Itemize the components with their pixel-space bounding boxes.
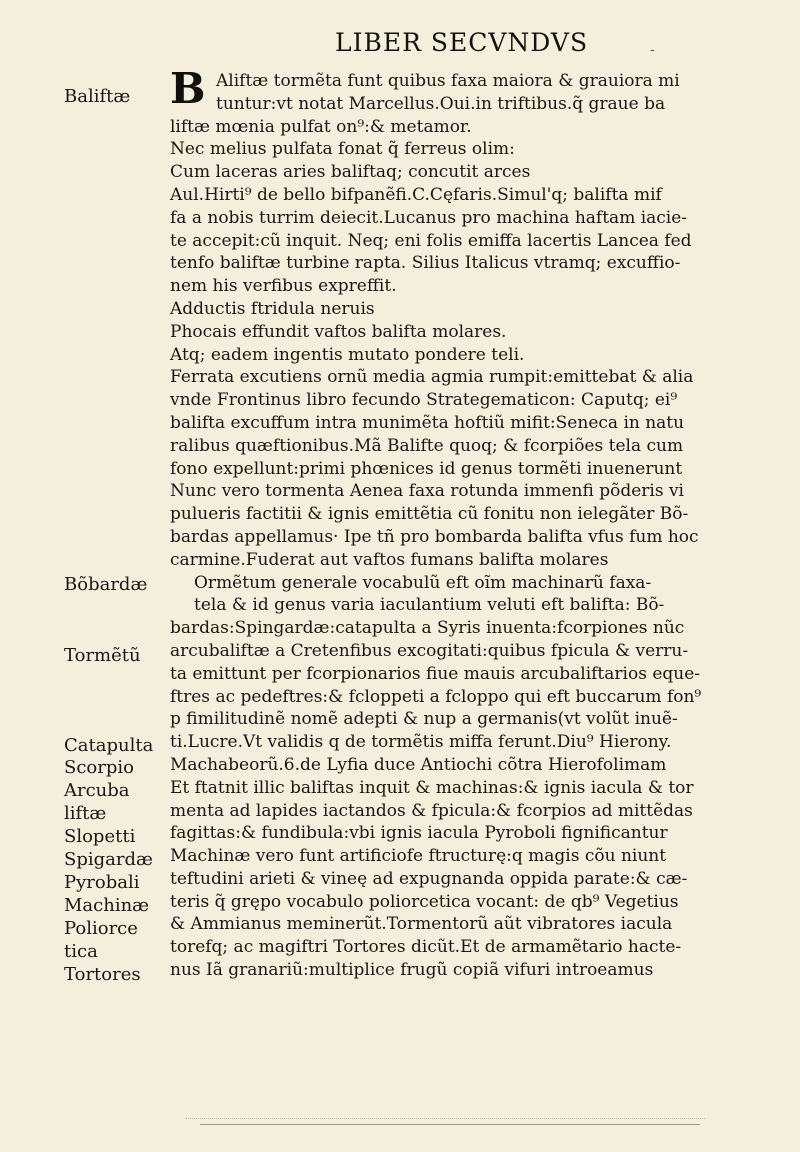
text-line-34: fagittas:& fundibula:vbi ignis iacula Pyroboli fignificantur — [170, 823, 668, 844]
text-line-40: nus Iã granariũ:multiplice frugũ copiã vifuri introeamus — [170, 960, 654, 981]
text-line-33: menta ad lapides iactandos & fpicula:& fcorpios ad mittẽdas — [170, 800, 693, 821]
text-line-28: ftres ac pedeftres:& fcloppeti a fcloppo qui eft buccarum fon⁹ — [170, 686, 702, 707]
text-line-1: B Aliftæ tormẽta funt quibus faxa maiora & grauiora mi — [170, 64, 680, 113]
text-line-30: ti.Lucre.Vt validis q de tormẽtis miffa ferunt.Diu⁹ Hierony. — [170, 732, 672, 753]
text-line-14: Ferrata excutiens ornũ media agmia rumpit:emittebat & alia — [170, 367, 694, 388]
text-line-6: Aul.Hirti⁹ de bello bifpanẽfi.C.Cęfaris.Simul'q; balifta mif — [170, 184, 662, 205]
page-mark: - — [650, 42, 655, 58]
drop-cap-b: B — [170, 64, 206, 113]
text-line-22: carmine.Fuderat aut vaftos fumans balifta molares — [170, 549, 609, 570]
page-header-title: LIBER SECVNDVS — [335, 28, 589, 57]
margin-note-slopetti: Slopetti — [64, 826, 136, 847]
text-line-23: Ormẽtum generale vocabulũ eft oĩm machinarũ faxa- — [194, 572, 652, 593]
margin-note-tormentum: Tormẽtũ — [64, 645, 141, 666]
text-line-32: Et ftatnit illic baliftas inquit & machinas:& ignis iacula & tor — [170, 777, 694, 798]
margin-note-bombardae: Bõbardæ — [64, 574, 148, 595]
margin-note-liftae: liftæ — [64, 803, 107, 824]
margin-note-baliftae: Baliftæ — [64, 86, 131, 107]
text-line-9: tenfo baliftæ turbine rapta. Silius Italicus vtramq; excuffio- — [170, 253, 681, 274]
text-line-3: liftæ mœnia pulfat on⁹:& metamor. — [170, 116, 472, 137]
text-line-18: fono expellunt:primi phœnices id genus tormẽti inuenerunt — [170, 458, 683, 479]
text-line-13: Atq; eadem ingentis mutato pondere teli. — [170, 344, 525, 365]
text-line-21: bardas appellamus· Ipe tñ pro bombarda balifta vfus fum hoc — [170, 526, 699, 547]
text-line-25: bardas:Spingardæ:catapulta a Syris inuenta:fcorpiones nũc — [170, 618, 685, 639]
margin-note-scorpio: Scorpio — [64, 757, 134, 778]
text-line-20: pulueris factitii & ignis emittẽtia cũ fonitu non ielegãter Bõ- — [170, 504, 689, 525]
text-line-4: Nec melius pulfata fonat q̃ ferreus olim: — [170, 139, 515, 160]
margin-note-tortores: Tortores — [64, 964, 141, 985]
text-line-15: vnde Frontinus libro fecundo Strategematicon: Caputq; ei⁹ — [170, 390, 678, 411]
text-line-17: ralibus quæftionibus.Mã Balifte quoq; & fcorpiões tela cum — [170, 435, 684, 456]
text-line-19: Nunc vero tormenta Aenea faxa rotunda immenfi põderis vi — [170, 481, 684, 502]
margin-note-poliorce: Poliorce — [64, 918, 138, 939]
text-line-35: Machinæ vero funt artificiofe ftructurę:q magis cõu niunt — [170, 846, 667, 867]
text-line-7: fa a nobis turrim deiecit.Lucanus pro machina haftam iacie- — [170, 207, 688, 228]
margin-note-tica: tica — [64, 941, 98, 962]
margin-note-catapulta: Catapulta — [64, 735, 154, 756]
bottom-rule — [200, 1124, 700, 1125]
text-line-5: Cum laceras aries baliftaq; concutit arces — [170, 162, 531, 183]
margin-note-pyroboli: Pyrobali — [64, 872, 140, 893]
text-body — [170, 64, 790, 982]
text-line-10: nem his verfibus expreffit. — [170, 276, 397, 297]
text-line-8: te accepit:cũ inquit. Neq; eni folis emiffa lacertis Lancea fed — [170, 230, 692, 251]
margin-note-machinae: Machinæ — [64, 895, 150, 916]
text-line-39: torefq; ac magiftri Tortores dicũt.Et de armamẽtario hacte- — [170, 937, 682, 958]
text-line-29: p fimilitudinẽ nomẽ adepti & nup a germanis(vt volũt inuẽ- — [170, 709, 678, 730]
text-line-31: Machabeorũ.6.de Lyfia duce Antiochi cõtra Hierofolimam — [170, 754, 667, 775]
text-line-36: teftudini arieti & vineę ad expugnanda oppida parate:& cæ- — [170, 868, 688, 889]
text-line-26: arcubaliftæ a Cretenfibus excogitati:quibus fpicula & verru- — [170, 640, 689, 661]
text-line-16: balifta excuffum intra munimẽta hoftiũ mifit:Seneca in natu — [170, 412, 685, 433]
bottom-printing-mark — [185, 1118, 705, 1127]
text-line-24: tela & id genus varia iaculantium veluti eft balifta: Bõ- — [194, 595, 665, 616]
margin-note-arcuba: Arcuba — [64, 780, 130, 801]
text-line-37: teris q̃ grępo vocabulo poliorcetica vocant: de qb⁹ Vegetius — [170, 891, 679, 912]
text-line-2: tuntur:vt notat Marcellus.Oui.in triftibus.q̃ graue ba — [216, 93, 666, 114]
text-line-38: & Ammianus meminerũt.Tormentorũ aũt vibratores iacula — [170, 914, 673, 935]
text-line-12: Phocais effundit vaftos balifta molares. — [170, 321, 507, 342]
text-line-11: Adductis ftridula neruis — [170, 298, 375, 319]
text-line-27: ta emittunt per fcorpionarios fiue mauis arcubaliftarios eque- — [170, 663, 701, 684]
margin-note-spigardae: Spigardæ — [64, 849, 153, 870]
